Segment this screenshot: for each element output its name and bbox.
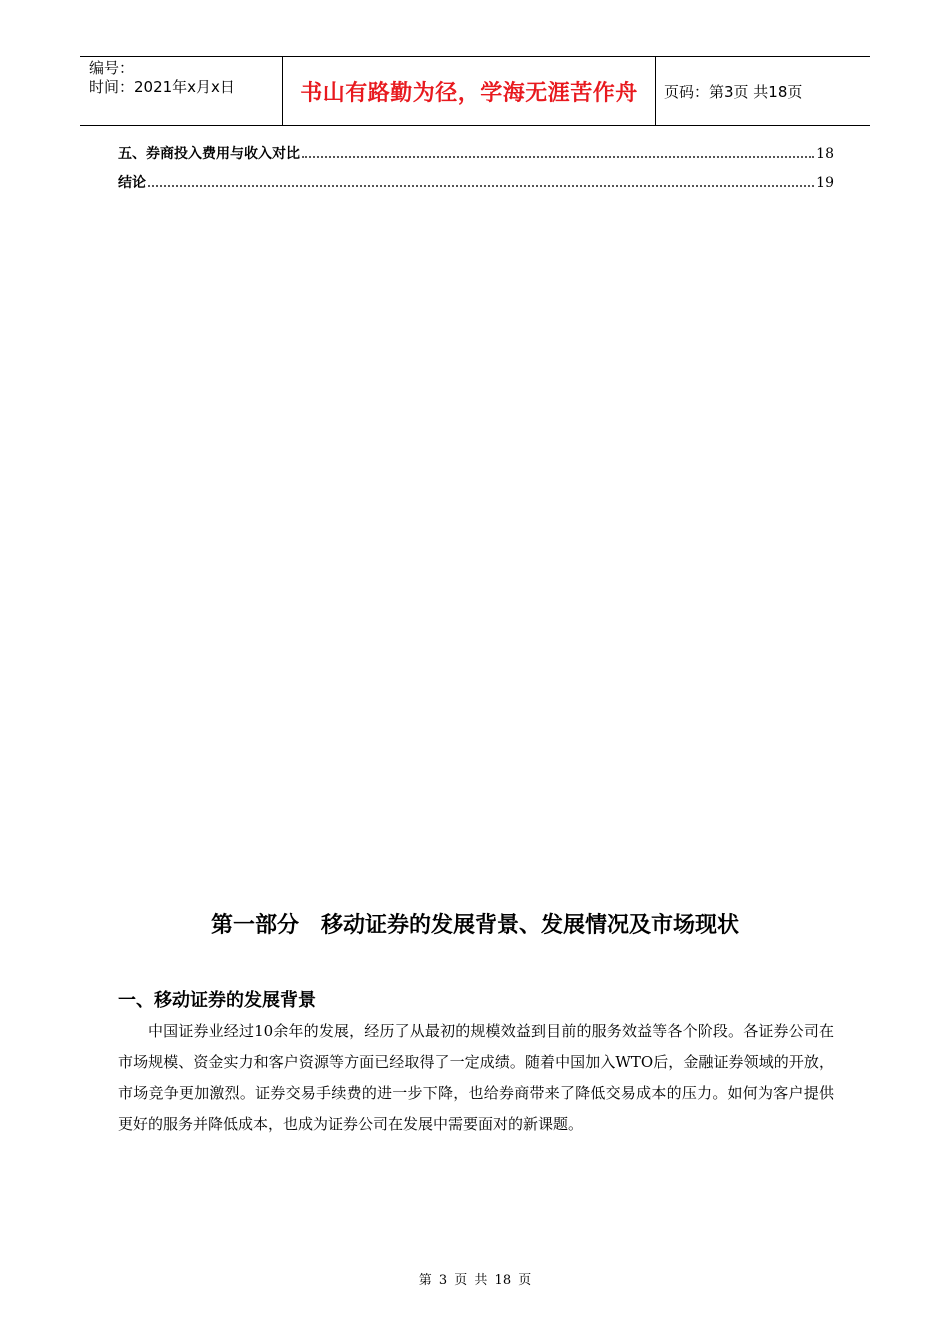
document-number-label: 编号： [89,59,135,77]
header-motto: 书山有路勤为径，学海无涯苦作舟 [300,80,638,106]
page-footer: 第 3 页 共 18 页 [418,1273,532,1288]
page-header [80,56,870,126]
table-of-contents [118,143,834,201]
toc-entry[interactable] [118,143,834,172]
toc-entry[interactable] [118,172,834,201]
section-heading: 一、移动证券的发展背景 [118,990,316,1011]
document-time-label: 时间：2021年x月x日 [89,78,235,96]
body-paragraph: 中国证券业经过10余年的发展，经历了从最初的规模效益到目前的服务效益等各个阶段。各证券公司在市场规模、资金实力和客户资源等方面已经取得了一定成绩。随着中国加入WTO后，金融证券领域的开放，市场竞争更加激烈。证券交易手续费的进一步下降，也给券商带来了降低交易成本的压力。如何为客户提供更好的服务并降低成本，也成为证券公司在发展中需要面对的新课题。 [118,1022,834,1133]
part-heading: 第一部分 移动证券的发展背景、发展情况及市场现状 [210,913,739,938]
toc-entry-title: 结论 [118,175,146,191]
toc-entry-page: 18 [816,146,834,162]
header-page-info: 页码：第3页 共18页 [664,82,803,101]
toc-leader-dots [302,156,814,158]
toc-entry-title: 五、券商投入费用与收入对比 [118,146,300,162]
toc-entry-page: 19 [816,175,834,191]
header-motto-cell [282,57,656,125]
header-meta [80,57,282,125]
toc-leader-dots [148,185,814,187]
